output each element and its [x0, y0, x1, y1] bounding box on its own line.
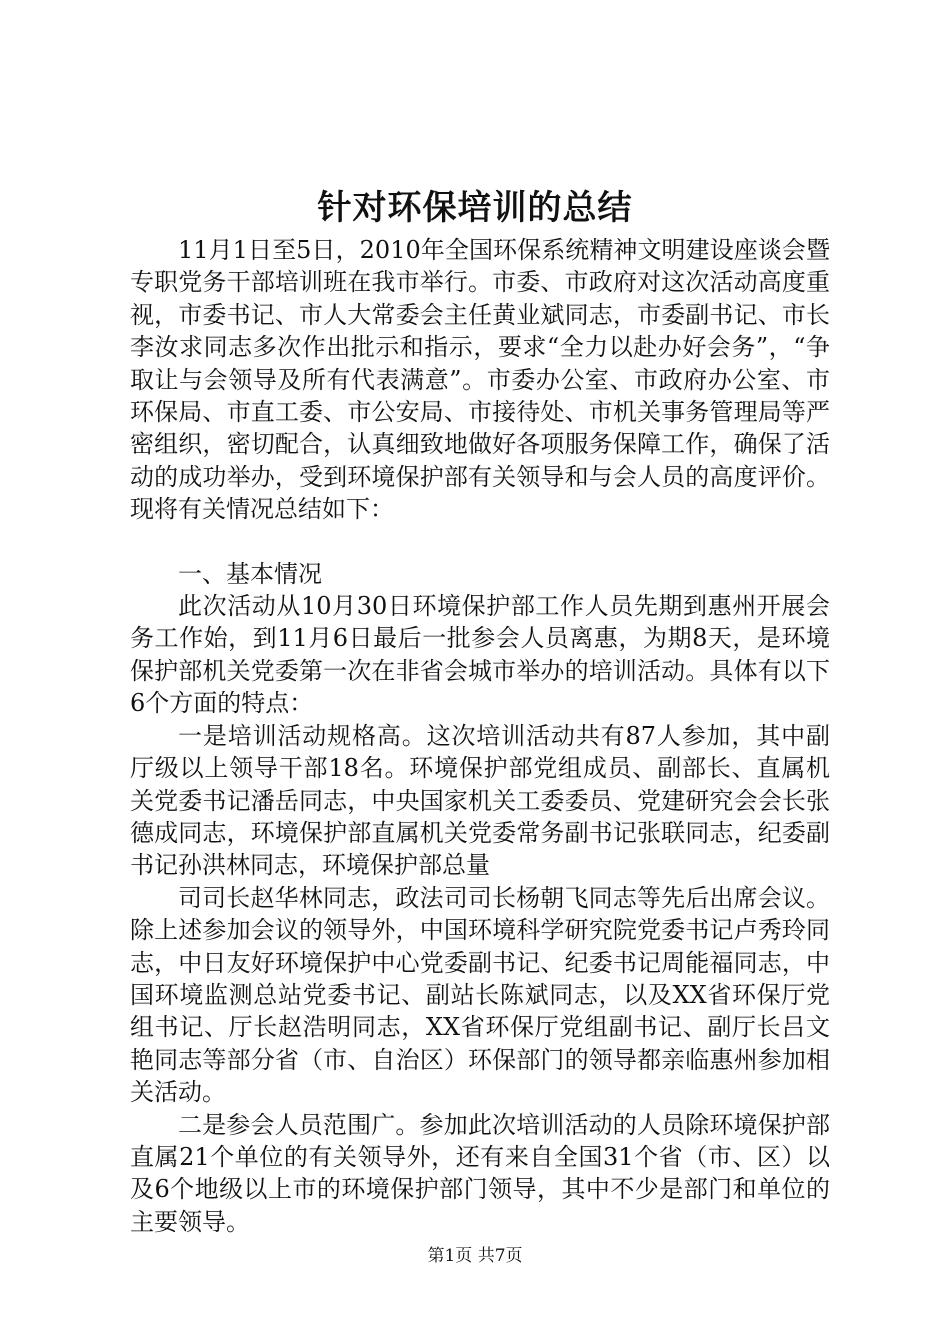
document-title: 针对环保培训的总结 — [317, 188, 633, 228]
section-heading-basic: 一、基本情况 — [178, 559, 322, 588]
page-number-footer: 第1页 共7页 — [427, 1246, 523, 1266]
paragraph-feature-1-continued: 司司长赵华林同志，政法司司长杨朝飞同志等先后出席会议。除上述参加会议的领导外，中国环境科学研究院党委书记卢秀玲同志，中日友好环境保护中心党委副书记、纪委书记周能福同志，中国环境监测总站党委书记、副站长陈斌同志，以及XX省环保厅党组书记、厅长赵浩明同志，XX省环保厅党组副书记、副厅长吕文艳同志等部分省（市、自治区）环保部门的领导都亲临惠州参加相关活动。 — [130, 883, 830, 1107]
paragraph-feature-2: 二是参会人员范围广。参加此次培训活动的人员除环境保护部直属21个单位的有关领导外，还有来自全国31个省（市、区）以及6个地级以上市的环境保护部门领导，其中不少是部门和单位的主要领导。 — [130, 1110, 830, 1236]
paragraph-feature-1: 一是培训活动规格高。这次培训活动共有87人参加，其中副厅级以上领导干部18名。环境保护部党组成员、副部长、直属机关党委书记潘岳同志，中央国家机关工委委员、党建研究会会长张德成同志，环境保护部直属机关党委常务副书记张联同志，纪委副书记孙洪林同志，环境保护部总量 — [130, 721, 830, 880]
paragraph-overview: 此次活动从10月30日环境保护部工作人员先期到惠州开展会务工作始，到11月6日最后一批参会人员离惠，为期8天，是环境保护部机关党委第一次在非省会城市举办的培训活动。具体有以下6个方面的特点： — [130, 592, 830, 718]
paragraph-intro: 11月1日至5日，2010年全国环保系统精神文明建设座谈会暨专职党务干部培训班在我市举行。市委、市政府对这次活动高度重视，市委书记、市人大常委会主任黄业斌同志，市委副书记、市长李汝求同志多次作出批示和指示，要求“全力以赴办好会务”，“争取让与会领导及所有代表满意”。市委办公室、市政府办公室、市环保局、市直工委、市公安局、市接待处、市机关事务管理局等严密组织，密切配合，认真细致地做好各项服务保障工作，确保了活动的成功举办，受到环境保护部有关领导和与会人员的高度评价。现将有关情况总结如下： — [130, 236, 830, 524]
document-body — [130, 234, 830, 1238]
